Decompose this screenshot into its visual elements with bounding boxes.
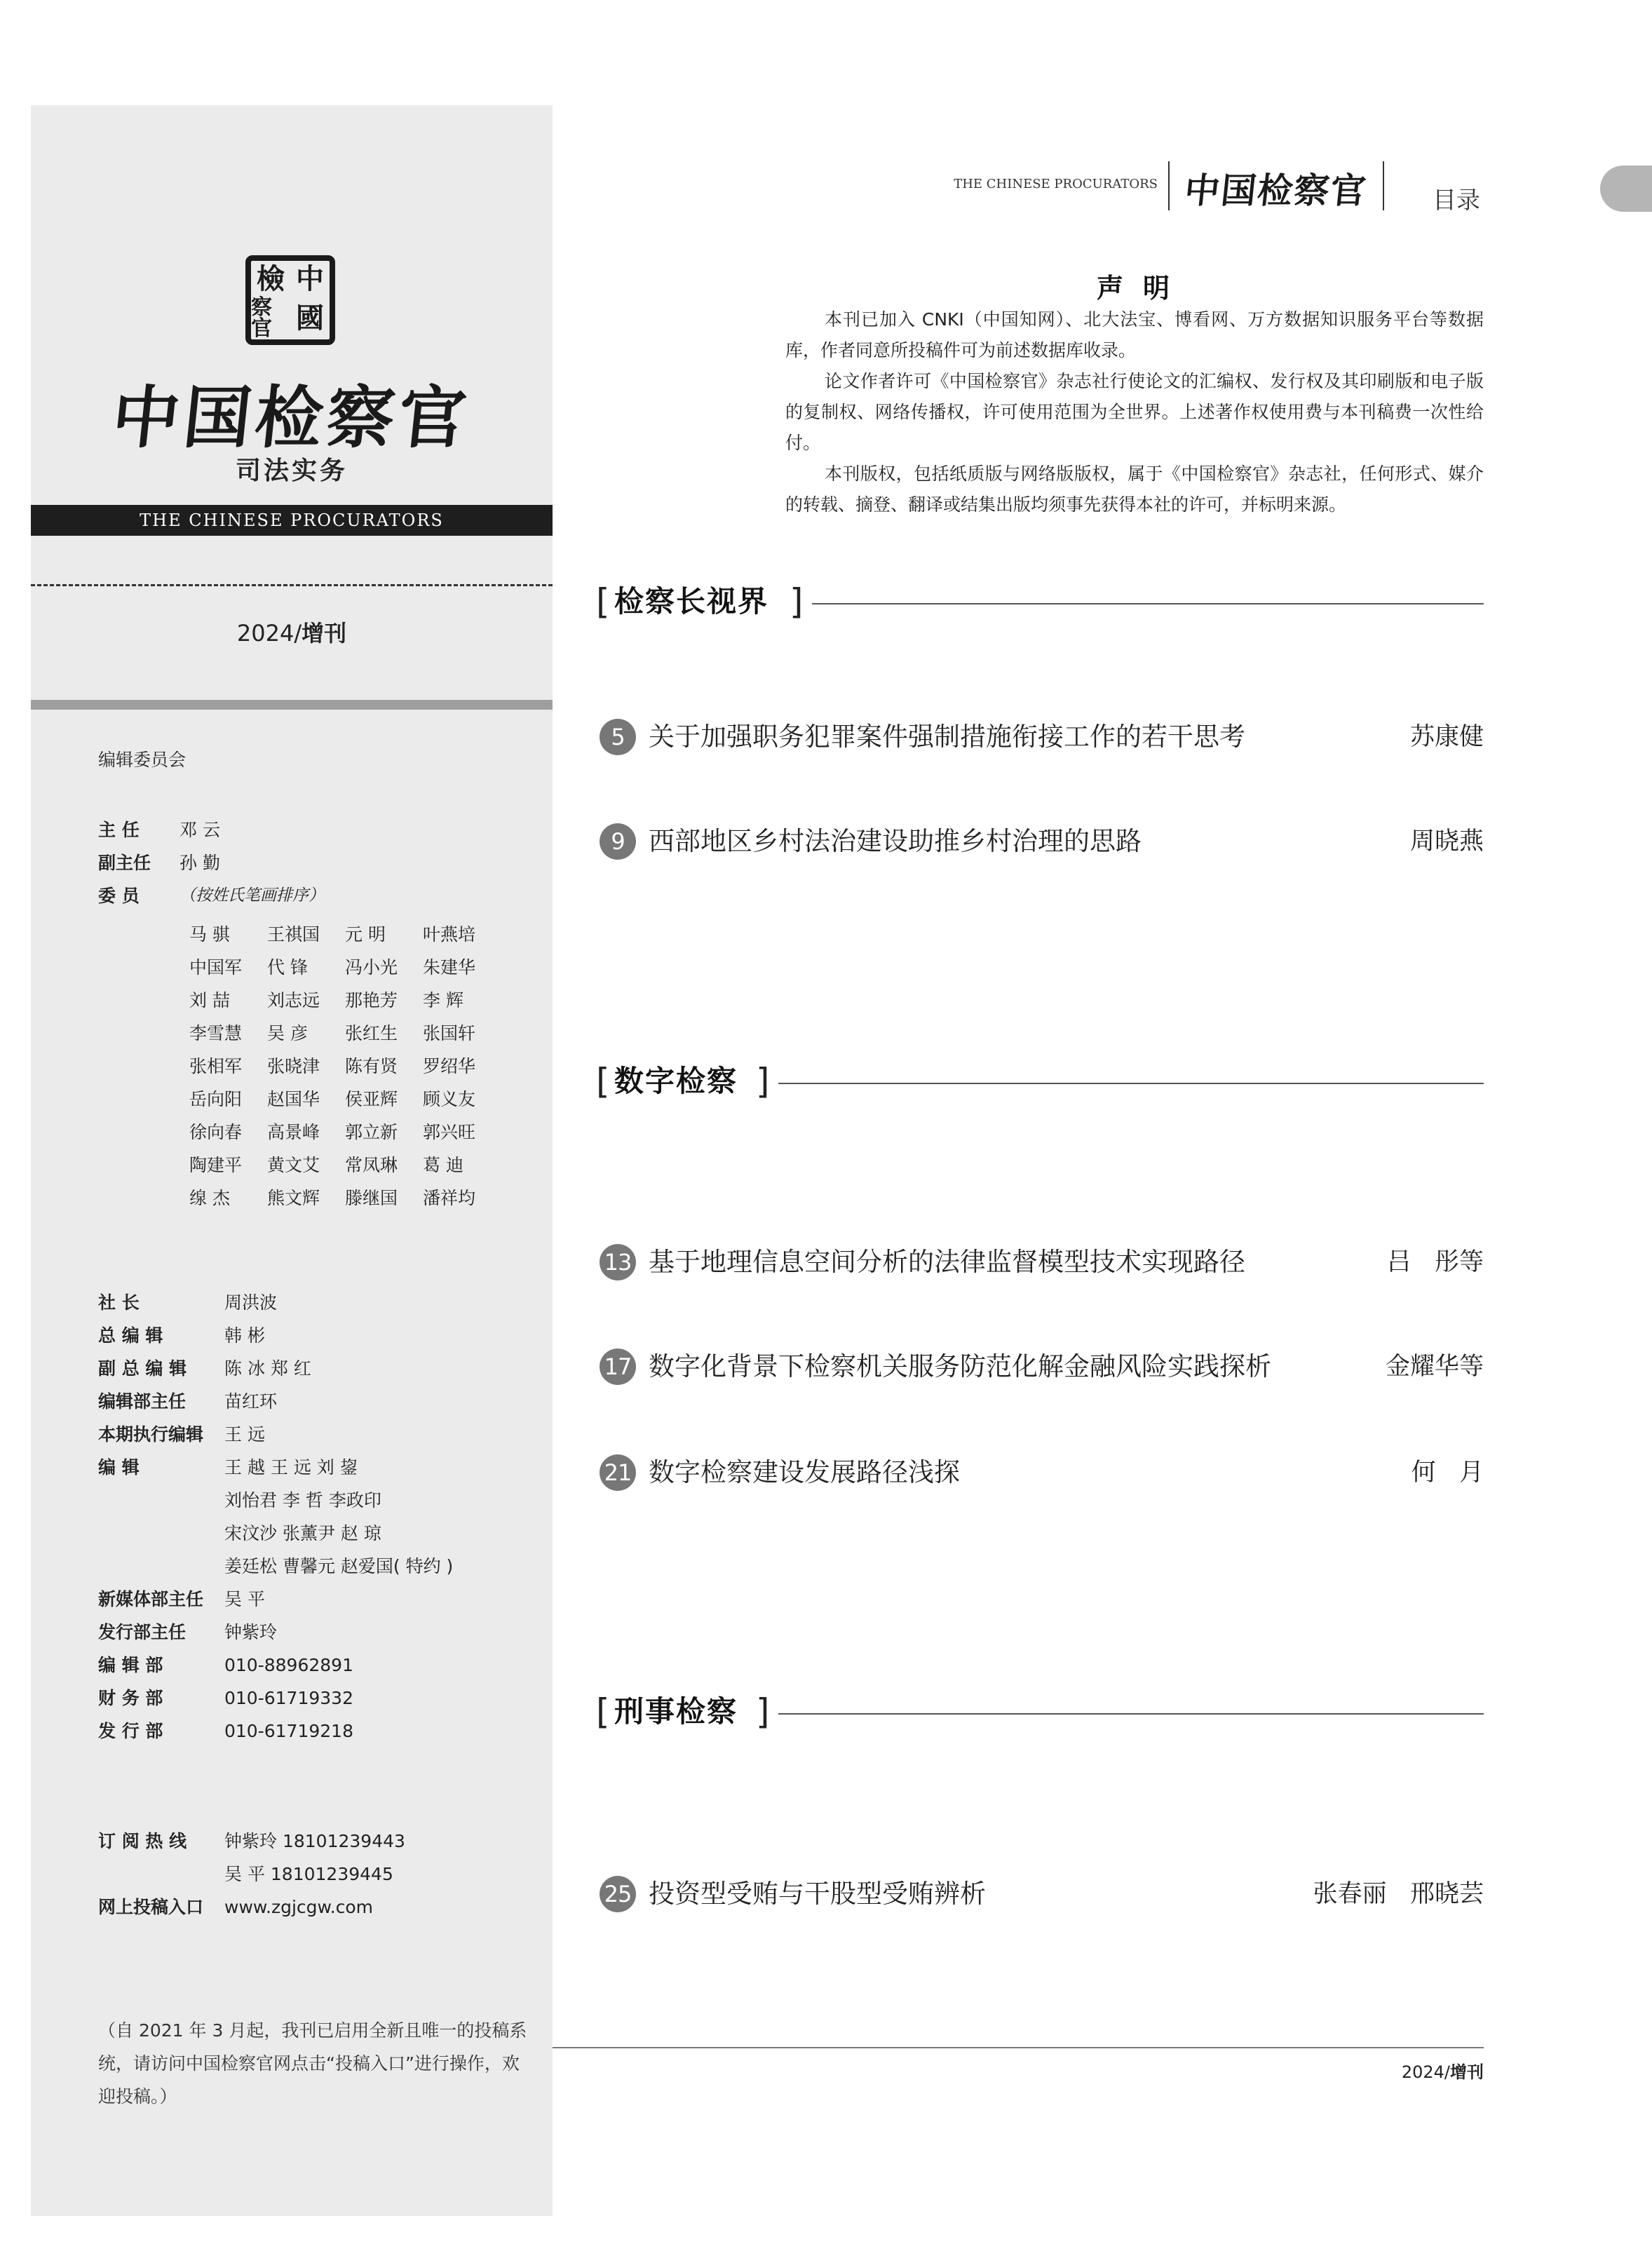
member-name: 王祺国 [267,924,320,945]
article-title[interactable]: 数字检察建设发展路径浅探 [649,1457,960,1487]
staff-value: 吴 平 [224,1589,265,1609]
staff-value: 姜廷松 曹馨元 赵爱国( 特约 ) [224,1556,454,1576]
toc-label: 目录 [1433,187,1480,215]
member-name: 张相军 [189,1056,243,1076]
member-name: 常凤琳 [345,1155,398,1175]
member-row [189,1116,501,1149]
staff-label: 编辑部主任 [98,1391,187,1412]
page-footer [1402,2058,1484,2083]
member-name: 中国军 [189,957,243,978]
section-heading [596,581,1484,623]
article-author: 吕 彤等 [1386,1248,1484,1276]
staff-value: 周洪波 [224,1292,278,1313]
member-row [189,918,501,951]
member-name: 赵国华 [267,1089,320,1109]
article-author: 苏康健 [1409,723,1484,751]
staff-label: 编 辑 [98,1457,140,1478]
section-heading [596,1691,1484,1733]
footer-year: 2024/ [1401,2062,1450,2082]
toc-entry[interactable] [600,1243,1484,1282]
toc-entry[interactable] [600,822,1484,861]
submission-url-link[interactable]: www.zgjcgw.com [224,1897,374,1917]
section-title: 刑事检察 [614,1694,738,1729]
declaration-text [785,304,1484,520]
page-number-badge: 25 [600,1876,636,1912]
member-name: 高景峰 [267,1122,320,1142]
toc-entry[interactable] [600,1347,1484,1386]
member-row [189,1017,501,1050]
declaration-paragraph: 本刊版权，包括纸质版与网络版版权，属于《中国检察官》杂志社，任何形式、媒介的转载、摘登、翻译或结集出版均须事先获得本社的许可，并标明来源。 [785,464,1484,515]
member-name: 缐 杰 [189,1188,230,1208]
page-number-badge: 21 [600,1454,636,1491]
header-divider [1168,161,1170,210]
english-title: THE CHINESE PROCURATORS [140,511,444,530]
section-rule [812,603,1484,604]
staff-label: 编 辑 部 [98,1655,163,1675]
toc-entry[interactable] [600,717,1484,757]
article-author: 金耀华等 [1385,1353,1484,1381]
member-name: 熊文辉 [267,1188,320,1208]
footer-label: 增刊 [1450,2062,1484,2082]
staff-label: 财 务 部 [98,1688,163,1708]
header-english-title: THE CHINESE PROCURATORS [954,177,1158,191]
member-name: 黄文艾 [267,1155,320,1175]
article-title[interactable]: 西部地区乡村法治建设助推乡村治理的思路 [649,826,1142,856]
member-name: 郭立新 [345,1122,398,1142]
member-name: 马 骐 [189,924,230,945]
seal-char: 察官 [251,295,272,341]
member-name: 那艳芳 [345,990,398,1011]
section-title: 数字检察 [614,1064,738,1098]
header-logo: 中国检察官 [1182,170,1369,211]
page-edge-tab [1600,165,1652,212]
staff-label: 发 行 部 [98,1721,163,1741]
staff-value: 010-88962891 [224,1655,353,1675]
member-name: 郭兴旺 [423,1122,476,1142]
member-list [189,918,501,1215]
section-heading [596,1060,1484,1102]
staff-value: 陈 冰 郑 红 [224,1358,311,1379]
member-name: 陈有贤 [345,1056,398,1076]
staff-label: 副 总 编 辑 [98,1358,187,1379]
member-name: 李雪慧 [189,1023,243,1043]
seal-char: 檢 [257,262,285,295]
director-name: 邓 云 [180,820,220,840]
staff-label: 本期执行编辑 [98,1424,204,1445]
member-name: 张国轩 [423,1023,476,1043]
member-name: 朱建华 [423,957,476,978]
masthead-sidebar [31,105,553,2216]
section-rule [778,1713,1484,1715]
member-name: 滕继国 [345,1188,398,1208]
article-title[interactable]: 投资型受贿与干股型受贿辨析 [649,1879,986,1909]
page-number-badge: 13 [600,1244,636,1280]
declaration-title: 声明 [1096,273,1189,304]
bracket-right: ] [790,581,804,622]
staff-label: 总 编 辑 [98,1325,163,1346]
staff-value: 010-61719218 [224,1721,353,1741]
member-name: 侯亚辉 [345,1089,398,1109]
member-row [189,1083,501,1116]
member-name: 张晓津 [267,1056,320,1076]
member-name: 吴 彦 [267,1023,308,1043]
staff-value: 苗红环 [224,1391,278,1412]
seal-char: 國 [296,302,324,334]
deputy-name: 孙 勤 [180,853,220,873]
header-divider [1383,161,1384,210]
bracket-right: ] [756,1691,770,1732]
subscription-value: 吴 平 18101239445 [224,1864,393,1884]
member-name: 元 明 [345,924,386,945]
staff-value: 韩 彬 [224,1325,265,1346]
subscription-label: 网上投稿入口 [98,1897,204,1917]
article-title[interactable]: 基于地理信息空间分析的法律监督模型技术实现路径 [649,1247,1245,1277]
director-label: 主 任 [98,820,140,840]
staff-label: 发行部主任 [98,1622,187,1642]
staff-value: 王 远 [224,1424,265,1445]
gray-divider [31,700,553,710]
member-name: 冯小光 [345,957,398,978]
deputy-label: 副主任 [98,853,151,873]
member-name: 张红生 [345,1023,398,1043]
section-title: 检察长视界 [614,584,769,619]
staff-value: 宋汶沙 张薰尹 赵 琼 [224,1523,381,1543]
member-name: 徐向春 [189,1122,243,1142]
article-author: 周晓燕 [1409,827,1484,856]
member-name: 岳向阳 [189,1089,243,1109]
bottom-rule [553,2047,1484,2048]
member-name: 刘 喆 [189,990,230,1011]
subscription-value: 钟紫玲 18101239443 [224,1831,405,1851]
seal-logo [245,255,335,345]
issue-type: 增刊 [302,620,347,647]
bracket-left: [ [596,1061,610,1102]
magazine-subtitle: 司法实务 [235,457,348,485]
staff-value: 010-61719332 [224,1688,353,1708]
page-number-badge: 17 [600,1349,636,1385]
magazine-title: 中国检察官 [108,378,475,457]
member-row [189,1149,501,1182]
member-row [189,1050,501,1083]
issue-year: 2024/ [236,620,302,647]
issue-label [31,616,553,648]
members-label: 委 员 [98,886,140,906]
editorial-board-title: 编辑委员会 [98,750,187,770]
member-row [189,984,501,1017]
member-name: 潘祥均 [423,1188,476,1208]
english-title-band [31,505,553,536]
article-title[interactable]: 关于加强职务犯罪案件强制措施衔接工作的若干思考 [649,722,1245,752]
bracket-right: ] [756,1061,770,1102]
member-name: 罗绍华 [423,1056,476,1076]
article-title[interactable]: 数字化背景下检察机关服务防范化解金融风险实践探析 [649,1351,1271,1381]
staff-label: 社 长 [98,1292,140,1313]
page-number-badge: 5 [600,719,636,755]
member-name: 陶建平 [189,1155,243,1175]
staff-value: 钟紫玲 [224,1622,278,1642]
staff-value: 王 越 王 远 刘 鋆 [224,1457,358,1478]
toc-entry[interactable] [600,1874,1484,1914]
member-name: 代 锋 [267,957,308,978]
section-rule [778,1083,1484,1084]
member-name: 刘志远 [267,990,320,1011]
member-name: 李 辉 [423,990,463,1011]
declaration-paragraph: 论文作者许可《中国检察官》杂志社行使论文的汇编权、发行权及其印刷版和电子版的复制权、网络传播权，许可使用范围为全世界。上述著作权使用费与本刊稿费一次性给付。 [785,371,1484,453]
members-note: （按姓氏笔画排序） [180,886,325,905]
declaration-paragraph: 本刊已加入 CNKI（中国知网）、北大法宝、博看网、万方数据知识服务平台等数据库，作者同意所投稿件可为前述数据库收录。 [785,309,1484,360]
staff-label: 新媒体部主任 [98,1589,204,1609]
member-row [189,1182,501,1215]
toc-entry[interactable] [600,1453,1484,1492]
staff-value: 刘怡君 李 哲 李政印 [224,1490,381,1510]
member-name: 葛 迪 [423,1155,463,1175]
member-name: 顾义友 [423,1089,476,1109]
bracket-left: [ [596,581,610,622]
member-name: 叶燕培 [423,924,476,945]
seal-char: 中 [296,262,324,295]
article-author: 何 月 [1411,1459,1484,1487]
member-row [189,951,501,984]
article-author: 张春丽 邢晓芸 [1313,1880,1484,1908]
subscription-label: 订 阅 热 线 [98,1831,187,1851]
dashed-divider [31,584,553,586]
submission-notice: （自 2021 年 3 月起，我刊已启用全新且唯一的投稿系统，请访问中国检察官网点击“投稿入口”进行操作，欢迎投稿。） [98,2020,527,2107]
page-number-badge: 9 [600,823,636,860]
bracket-left: [ [596,1691,610,1732]
